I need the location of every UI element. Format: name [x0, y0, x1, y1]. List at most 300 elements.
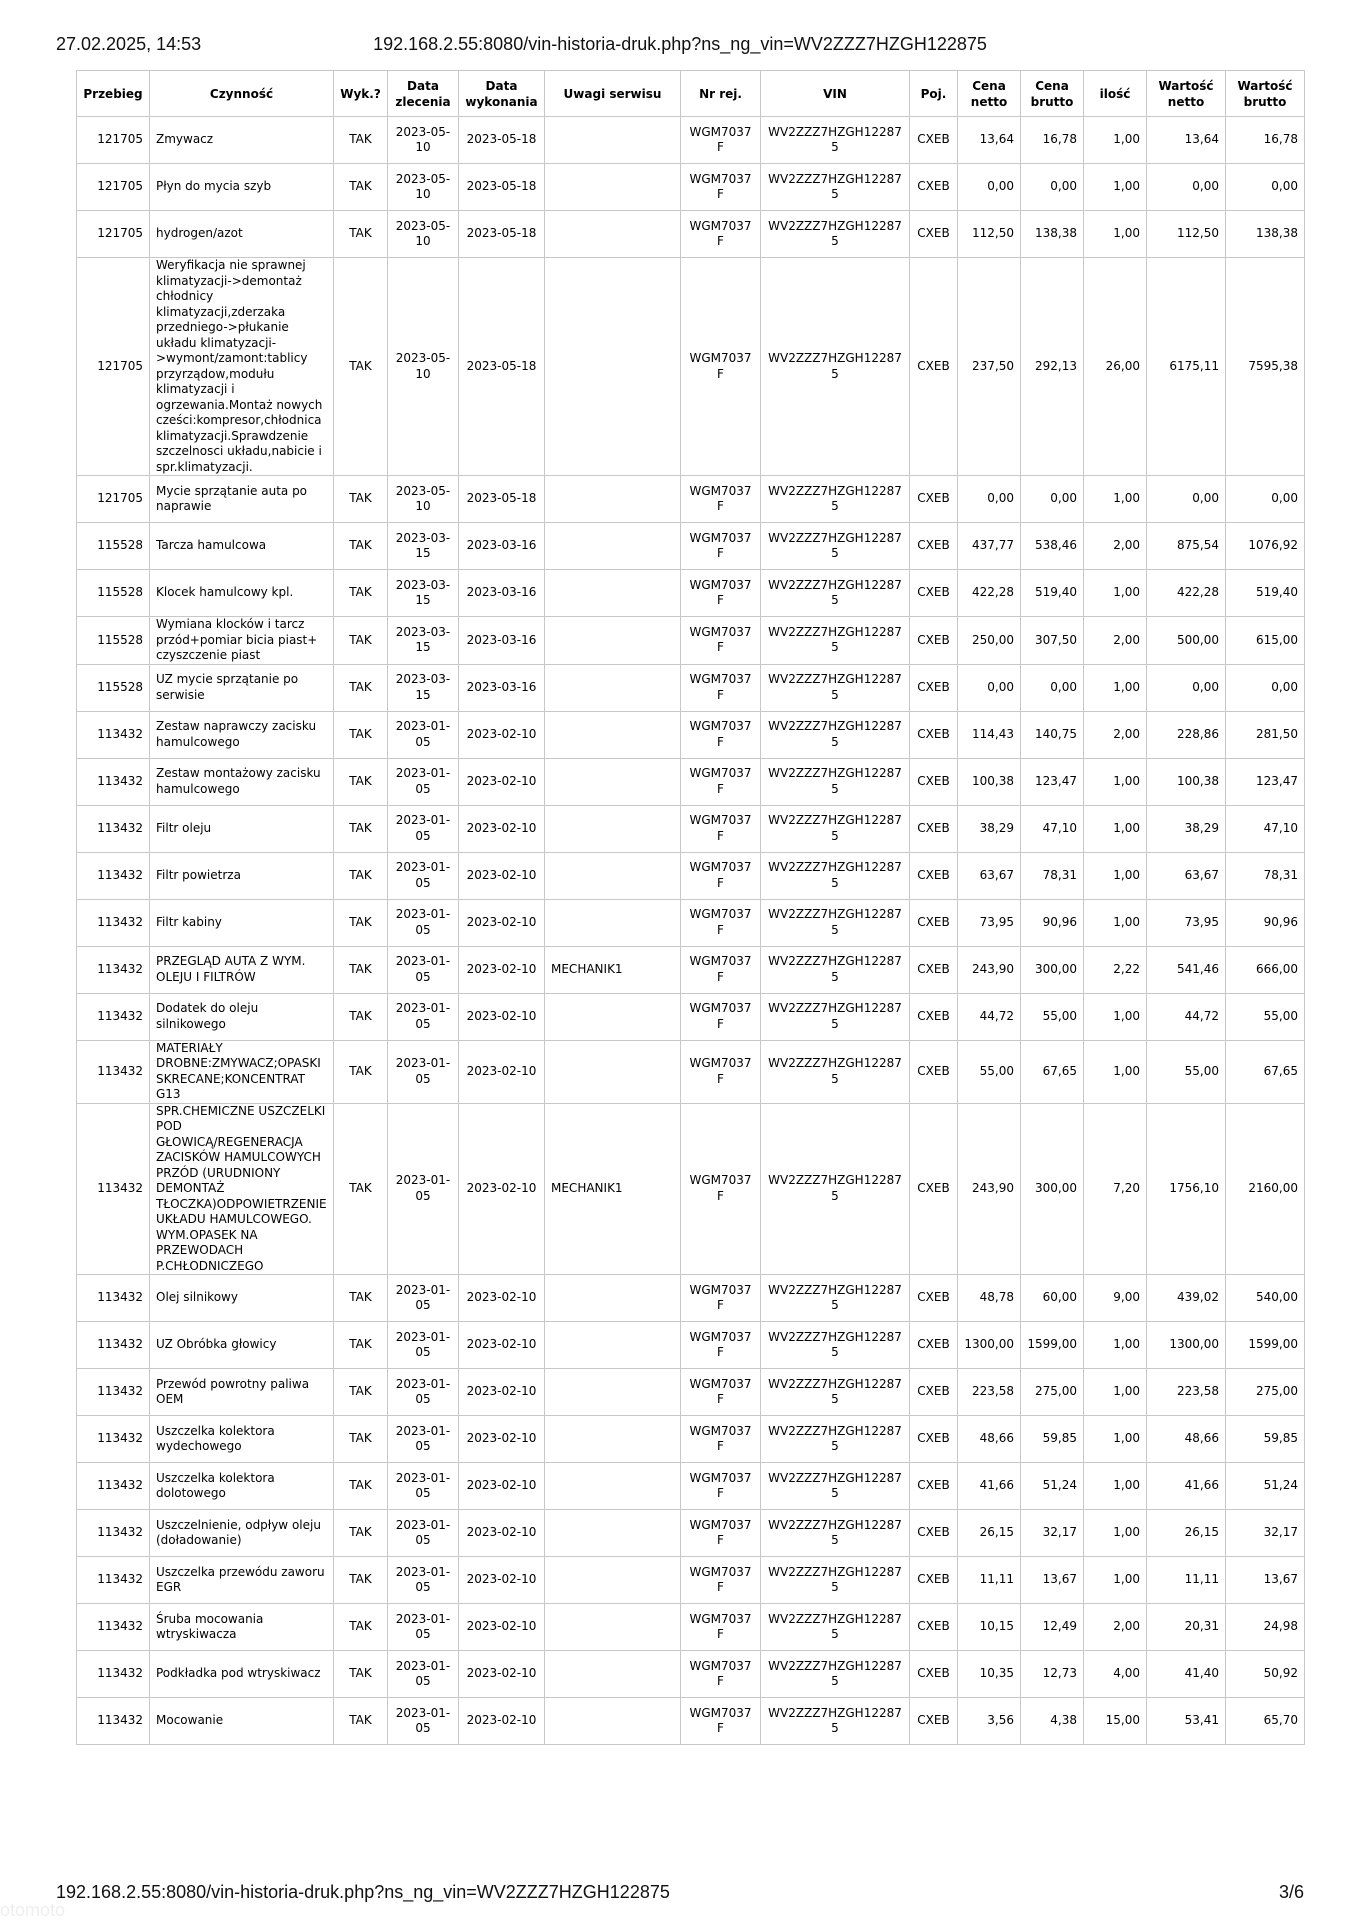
table-row [77, 852, 1305, 899]
cell-cena-brutto: 90,96 [1021, 899, 1084, 946]
cell-wyk: TAK [334, 946, 388, 993]
cell-poj: CXEB [910, 1557, 958, 1604]
cell-data-zlecenia: 2023-01-05 [388, 1557, 459, 1604]
cell-nr-rej: WGM7037F [681, 1557, 761, 1604]
cell-przebieg: 115528 [77, 617, 150, 665]
cell-czynnosc: Filtr kabiny [150, 899, 334, 946]
cell-czynnosc: Filtr oleju [150, 805, 334, 852]
table-row [77, 1275, 1305, 1322]
cell-uwagi [545, 993, 681, 1040]
cell-przebieg: 121705 [77, 164, 150, 211]
cell-vin: WV2ZZZ7HZGH122875 [761, 1604, 910, 1651]
table-row [77, 117, 1305, 164]
table-row [77, 899, 1305, 946]
cell-nr-rej: WGM7037F [681, 711, 761, 758]
cell-poj: CXEB [910, 946, 958, 993]
cell-cena-brutto: 12,73 [1021, 1651, 1084, 1698]
cell-wyk: TAK [334, 570, 388, 617]
cell-wartosc-netto: 55,00 [1147, 1040, 1226, 1103]
cell-data-zlecenia: 2023-01-05 [388, 805, 459, 852]
cell-wyk: TAK [334, 852, 388, 899]
cell-uwagi [545, 1557, 681, 1604]
table-row [77, 1557, 1305, 1604]
cell-przebieg: 113432 [77, 1557, 150, 1604]
cell-czynnosc: Zestaw montażowy zacisku hamulcowego [150, 758, 334, 805]
cell-nr-rej: WGM7037F [681, 805, 761, 852]
cell-vin: WV2ZZZ7HZGH122875 [761, 946, 910, 993]
cell-wyk: TAK [334, 1040, 388, 1103]
cell-ilosc: 1,00 [1084, 1322, 1147, 1369]
cell-data-wykonania: 2023-02-10 [459, 805, 545, 852]
cell-wartosc-netto: 44,72 [1147, 993, 1226, 1040]
cell-data-wykonania: 2023-05-18 [459, 117, 545, 164]
cell-cena-brutto: 0,00 [1021, 476, 1084, 523]
cell-czynnosc: MATERIAŁY DROBNE:ZMYWACZ;OPASKI SKRECANE;KONCENTRAT G13 [150, 1040, 334, 1103]
table-row [77, 805, 1305, 852]
cell-ilosc: 2,00 [1084, 711, 1147, 758]
cell-przebieg: 113432 [77, 1463, 150, 1510]
col-ilosc: ilość [1084, 71, 1147, 117]
cell-data-wykonania: 2023-02-10 [459, 1604, 545, 1651]
cell-wartosc-netto: 11,11 [1147, 1557, 1226, 1604]
cell-wartosc-netto: 0,00 [1147, 664, 1226, 711]
cell-wartosc-netto: 223,58 [1147, 1369, 1226, 1416]
cell-wartosc-netto: 48,66 [1147, 1416, 1226, 1463]
table-row [77, 1322, 1305, 1369]
cell-data-wykonania: 2023-05-18 [459, 258, 545, 476]
cell-przebieg: 113432 [77, 899, 150, 946]
cell-vin: WV2ZZZ7HZGH122875 [761, 1322, 910, 1369]
table-row [77, 1463, 1305, 1510]
cell-wyk: TAK [334, 899, 388, 946]
cell-wartosc-netto: 439,02 [1147, 1275, 1226, 1322]
cell-cena-netto: 223,58 [958, 1369, 1021, 1416]
table-row [77, 664, 1305, 711]
cell-data-wykonania: 2023-02-10 [459, 1557, 545, 1604]
cell-uwagi [545, 1463, 681, 1510]
cell-poj: CXEB [910, 164, 958, 211]
cell-czynnosc: Wymiana klocków i tarcz przód+pomiar bicia piast+ czyszczenie piast [150, 617, 334, 665]
cell-data-zlecenia: 2023-01-05 [388, 1604, 459, 1651]
cell-wyk: TAK [334, 1557, 388, 1604]
cell-wyk: TAK [334, 711, 388, 758]
cell-data-zlecenia: 2023-01-05 [388, 1651, 459, 1698]
cell-data-zlecenia: 2023-01-05 [388, 1698, 459, 1745]
cell-wartosc-brutto: 1599,00 [1226, 1322, 1305, 1369]
cell-data-wykonania: 2023-02-10 [459, 1322, 545, 1369]
cell-cena-netto: 3,56 [958, 1698, 1021, 1745]
cell-wyk: TAK [334, 1604, 388, 1651]
cell-wyk: TAK [334, 1651, 388, 1698]
cell-przebieg: 113432 [77, 1275, 150, 1322]
cell-czynnosc: Przewód powrotny paliwa OEM [150, 1369, 334, 1416]
cell-vin: WV2ZZZ7HZGH122875 [761, 664, 910, 711]
table-row [77, 523, 1305, 570]
cell-data-zlecenia: 2023-01-05 [388, 1322, 459, 1369]
cell-poj: CXEB [910, 1369, 958, 1416]
cell-wyk: TAK [334, 117, 388, 164]
cell-vin: WV2ZZZ7HZGH122875 [761, 523, 910, 570]
cell-ilosc: 1,00 [1084, 852, 1147, 899]
table-row [77, 711, 1305, 758]
cell-cena-netto: 243,90 [958, 1103, 1021, 1275]
cell-poj: CXEB [910, 1040, 958, 1103]
cell-data-wykonania: 2023-02-10 [459, 1510, 545, 1557]
cell-wartosc-brutto: 1076,92 [1226, 523, 1305, 570]
cell-ilosc: 1,00 [1084, 899, 1147, 946]
cell-data-zlecenia: 2023-03-15 [388, 664, 459, 711]
cell-cena-netto: 10,35 [958, 1651, 1021, 1698]
cell-poj: CXEB [910, 758, 958, 805]
cell-ilosc: 1,00 [1084, 1510, 1147, 1557]
cell-poj: CXEB [910, 1510, 958, 1557]
cell-ilosc: 1,00 [1084, 1463, 1147, 1510]
table-row [77, 1604, 1305, 1651]
table-body [77, 117, 1305, 1745]
cell-data-wykonania: 2023-05-18 [459, 476, 545, 523]
cell-data-wykonania: 2023-02-10 [459, 1463, 545, 1510]
cell-vin: WV2ZZZ7HZGH122875 [761, 852, 910, 899]
cell-czynnosc: Zmywacz [150, 117, 334, 164]
cell-ilosc: 1,00 [1084, 570, 1147, 617]
cell-ilosc: 9,00 [1084, 1275, 1147, 1322]
cell-czynnosc: hydrogen/azot [150, 211, 334, 258]
cell-ilosc: 1,00 [1084, 1369, 1147, 1416]
cell-ilosc: 1,00 [1084, 1557, 1147, 1604]
cell-vin: WV2ZZZ7HZGH122875 [761, 211, 910, 258]
cell-data-wykonania: 2023-02-10 [459, 993, 545, 1040]
cell-wartosc-netto: 6175,11 [1147, 258, 1226, 476]
cell-czynnosc: UZ Obróbka głowicy [150, 1322, 334, 1369]
cell-ilosc: 1,00 [1084, 758, 1147, 805]
cell-vin: WV2ZZZ7HZGH122875 [761, 1369, 910, 1416]
cell-cena-brutto: 300,00 [1021, 946, 1084, 993]
cell-vin: WV2ZZZ7HZGH122875 [761, 1103, 910, 1275]
cell-cena-netto: 0,00 [958, 476, 1021, 523]
cell-wyk: TAK [334, 258, 388, 476]
cell-data-wykonania: 2023-05-18 [459, 211, 545, 258]
cell-cena-netto: 250,00 [958, 617, 1021, 665]
cell-poj: CXEB [910, 211, 958, 258]
cell-cena-netto: 48,78 [958, 1275, 1021, 1322]
cell-uwagi [545, 711, 681, 758]
cell-czynnosc: Filtr powietrza [150, 852, 334, 899]
cell-wyk: TAK [334, 211, 388, 258]
col-poj: Poj. [910, 71, 958, 117]
cell-vin: WV2ZZZ7HZGH122875 [761, 993, 910, 1040]
cell-wyk: TAK [334, 1369, 388, 1416]
cell-data-wykonania: 2023-03-16 [459, 664, 545, 711]
table-row [77, 1510, 1305, 1557]
cell-cena-brutto: 13,67 [1021, 1557, 1084, 1604]
cell-nr-rej: WGM7037F [681, 1463, 761, 1510]
cell-wartosc-netto: 13,64 [1147, 117, 1226, 164]
cell-cena-netto: 422,28 [958, 570, 1021, 617]
cell-czynnosc: Mycie sprzątanie auta po naprawie [150, 476, 334, 523]
cell-vin: WV2ZZZ7HZGH122875 [761, 1275, 910, 1322]
cell-wartosc-brutto: 47,10 [1226, 805, 1305, 852]
cell-wyk: TAK [334, 164, 388, 211]
cell-nr-rej: WGM7037F [681, 164, 761, 211]
cell-nr-rej: WGM7037F [681, 258, 761, 476]
cell-uwagi [545, 617, 681, 665]
cell-wartosc-netto: 53,41 [1147, 1698, 1226, 1745]
cell-data-wykonania: 2023-03-16 [459, 570, 545, 617]
cell-cena-brutto: 307,50 [1021, 617, 1084, 665]
cell-nr-rej: WGM7037F [681, 993, 761, 1040]
cell-vin: WV2ZZZ7HZGH122875 [761, 899, 910, 946]
cell-vin: WV2ZZZ7HZGH122875 [761, 117, 910, 164]
cell-wyk: TAK [334, 1322, 388, 1369]
cell-data-wykonania: 2023-02-10 [459, 1369, 545, 1416]
cell-poj: CXEB [910, 1322, 958, 1369]
table-row [77, 758, 1305, 805]
cell-cena-brutto: 538,46 [1021, 523, 1084, 570]
cell-uwagi [545, 1651, 681, 1698]
cell-vin: WV2ZZZ7HZGH122875 [761, 164, 910, 211]
cell-poj: CXEB [910, 993, 958, 1040]
cell-wartosc-brutto: 59,85 [1226, 1416, 1305, 1463]
cell-data-zlecenia: 2023-01-05 [388, 1103, 459, 1275]
footer-url: 192.168.2.55:8080/vin-historia-druk.php?ns_ng_vin=WV2ZZZ7HZGH122875 [56, 1882, 670, 1902]
cell-poj: CXEB [910, 1416, 958, 1463]
cell-poj: CXEB [910, 1604, 958, 1651]
cell-cena-netto: 0,00 [958, 664, 1021, 711]
cell-wartosc-brutto: 24,98 [1226, 1604, 1305, 1651]
cell-vin: WV2ZZZ7HZGH122875 [761, 805, 910, 852]
cell-cena-netto: 10,15 [958, 1604, 1021, 1651]
cell-przebieg: 121705 [77, 117, 150, 164]
cell-uwagi [545, 211, 681, 258]
cell-data-wykonania: 2023-02-10 [459, 852, 545, 899]
cell-cena-netto: 41,66 [958, 1463, 1021, 1510]
cell-ilosc: 26,00 [1084, 258, 1147, 476]
cell-uwagi [545, 899, 681, 946]
cell-vin: WV2ZZZ7HZGH122875 [761, 1651, 910, 1698]
cell-przebieg: 113432 [77, 1651, 150, 1698]
cell-czynnosc: Klocek hamulcowy kpl. [150, 570, 334, 617]
cell-vin: WV2ZZZ7HZGH122875 [761, 476, 910, 523]
cell-cena-netto: 437,77 [958, 523, 1021, 570]
cell-wartosc-brutto: 78,31 [1226, 852, 1305, 899]
cell-wyk: TAK [334, 664, 388, 711]
cell-cena-brutto: 78,31 [1021, 852, 1084, 899]
watermark-logo: otomoto [0, 1900, 66, 1920]
cell-poj: CXEB [910, 117, 958, 164]
cell-cena-netto: 55,00 [958, 1040, 1021, 1103]
cell-nr-rej: WGM7037F [681, 1698, 761, 1745]
cell-cena-brutto: 67,65 [1021, 1040, 1084, 1103]
cell-nr-rej: WGM7037F [681, 1651, 761, 1698]
cell-przebieg: 115528 [77, 664, 150, 711]
table-row [77, 1416, 1305, 1463]
cell-cena-netto: 243,90 [958, 946, 1021, 993]
cell-poj: CXEB [910, 899, 958, 946]
cell-wartosc-brutto: 0,00 [1226, 164, 1305, 211]
cell-uwagi [545, 1369, 681, 1416]
cell-data-wykonania: 2023-03-16 [459, 523, 545, 570]
cell-cena-netto: 0,00 [958, 164, 1021, 211]
cell-wartosc-netto: 100,38 [1147, 758, 1226, 805]
cell-czynnosc: Dodatek do oleju silnikowego [150, 993, 334, 1040]
cell-poj: CXEB [910, 1103, 958, 1275]
cell-wartosc-netto: 26,15 [1147, 1510, 1226, 1557]
cell-vin: WV2ZZZ7HZGH122875 [761, 258, 910, 476]
cell-data-wykonania: 2023-02-10 [459, 1651, 545, 1698]
cell-data-zlecenia: 2023-01-05 [388, 1275, 459, 1322]
cell-cena-brutto: 300,00 [1021, 1103, 1084, 1275]
cell-wyk: TAK [334, 993, 388, 1040]
cell-cena-netto: 1300,00 [958, 1322, 1021, 1369]
cell-data-zlecenia: 2023-01-05 [388, 899, 459, 946]
cell-wartosc-netto: 112,50 [1147, 211, 1226, 258]
cell-data-wykonania: 2023-02-10 [459, 1103, 545, 1275]
cell-uwagi [545, 1604, 681, 1651]
cell-uwagi [545, 117, 681, 164]
col-uwagi-serwisu: Uwagi serwisu [545, 71, 681, 117]
cell-wartosc-netto: 228,86 [1147, 711, 1226, 758]
cell-data-zlecenia: 2023-05-10 [388, 258, 459, 476]
cell-wartosc-brutto: 615,00 [1226, 617, 1305, 665]
cell-wartosc-brutto: 0,00 [1226, 476, 1305, 523]
cell-wartosc-brutto: 13,67 [1226, 1557, 1305, 1604]
cell-czynnosc: PRZEGLĄD AUTA Z WYM. OLEJU I FILTRÓW [150, 946, 334, 993]
cell-data-wykonania: 2023-02-10 [459, 1040, 545, 1103]
cell-uwagi [545, 1275, 681, 1322]
col-data-zlecenia: Data zlecenia [388, 71, 459, 117]
cell-ilosc: 1,00 [1084, 211, 1147, 258]
table-row [77, 1040, 1305, 1103]
cell-vin: WV2ZZZ7HZGH122875 [761, 1040, 910, 1103]
col-przebieg: Przebieg [77, 71, 150, 117]
print-datetime: 27.02.2025, 14:53 [56, 34, 202, 54]
cell-przebieg: 115528 [77, 570, 150, 617]
cell-wartosc-brutto: 138,38 [1226, 211, 1305, 258]
cell-przebieg: 113432 [77, 1604, 150, 1651]
cell-wartosc-brutto: 275,00 [1226, 1369, 1305, 1416]
cell-wartosc-netto: 1300,00 [1147, 1322, 1226, 1369]
cell-poj: CXEB [910, 258, 958, 476]
cell-data-zlecenia: 2023-01-05 [388, 946, 459, 993]
cell-cena-brutto: 140,75 [1021, 711, 1084, 758]
cell-data-wykonania: 2023-02-10 [459, 758, 545, 805]
cell-cena-netto: 44,72 [958, 993, 1021, 1040]
cell-uwagi [545, 1040, 681, 1103]
cell-poj: CXEB [910, 1463, 958, 1510]
cell-data-wykonania: 2023-02-10 [459, 1698, 545, 1745]
cell-czynnosc: Weryfikacja nie sprawnej klimatyzacji->demontaż chłodnicy klimatyzacji,zderzaka przedniego->płukanie układu klimatyzacji->wymont/zamont:tablicy przyrządow,modułu klimatyzacji i ogrzewania.Montaż nowych cześci:kompresor,chłodnica klimatyzacji.Sprawdzenie szczelnosci układu,nabicie i spr.klimatyzacji. [150, 258, 334, 476]
table-row [77, 164, 1305, 211]
cell-przebieg: 113432 [77, 1040, 150, 1103]
col-vin: VIN [761, 71, 910, 117]
cell-vin: WV2ZZZ7HZGH122875 [761, 1510, 910, 1557]
cell-cena-netto: 114,43 [958, 711, 1021, 758]
table-row [77, 476, 1305, 523]
cell-przebieg: 113432 [77, 946, 150, 993]
cell-wartosc-brutto: 0,00 [1226, 664, 1305, 711]
cell-cena-brutto: 1599,00 [1021, 1322, 1084, 1369]
cell-cena-brutto: 16,78 [1021, 117, 1084, 164]
cell-nr-rej: WGM7037F [681, 523, 761, 570]
cell-wyk: TAK [334, 476, 388, 523]
cell-przebieg: 113432 [77, 852, 150, 899]
cell-nr-rej: WGM7037F [681, 1040, 761, 1103]
cell-uwagi: MECHANIK1 [545, 946, 681, 993]
cell-cena-netto: 237,50 [958, 258, 1021, 476]
cell-przebieg: 113432 [77, 1103, 150, 1275]
table-row [77, 993, 1305, 1040]
cell-czynnosc: UZ mycie sprzątanie po serwisie [150, 664, 334, 711]
cell-poj: CXEB [910, 852, 958, 899]
cell-wartosc-brutto: 16,78 [1226, 117, 1305, 164]
cell-data-zlecenia: 2023-01-05 [388, 1510, 459, 1557]
cell-wartosc-netto: 73,95 [1147, 899, 1226, 946]
cell-ilosc: 2,00 [1084, 617, 1147, 665]
cell-uwagi [545, 570, 681, 617]
cell-przebieg: 121705 [77, 476, 150, 523]
cell-cena-netto: 38,29 [958, 805, 1021, 852]
cell-poj: CXEB [910, 476, 958, 523]
cell-czynnosc: Płyn do mycia szyb [150, 164, 334, 211]
cell-wartosc-netto: 63,67 [1147, 852, 1226, 899]
cell-ilosc: 7,20 [1084, 1103, 1147, 1275]
cell-poj: CXEB [910, 711, 958, 758]
cell-uwagi [545, 852, 681, 899]
cell-uwagi [545, 1510, 681, 1557]
cell-czynnosc: Uszczelka kolektora dolotowego [150, 1463, 334, 1510]
cell-uwagi [545, 805, 681, 852]
cell-data-zlecenia: 2023-01-05 [388, 993, 459, 1040]
cell-uwagi [545, 164, 681, 211]
cell-wartosc-brutto: 65,70 [1226, 1698, 1305, 1745]
cell-data-wykonania: 2023-02-10 [459, 1275, 545, 1322]
cell-poj: CXEB [910, 570, 958, 617]
table-row [77, 1369, 1305, 1416]
cell-ilosc: 1,00 [1084, 993, 1147, 1040]
cell-przebieg: 113432 [77, 1698, 150, 1745]
cell-cena-netto: 13,64 [958, 117, 1021, 164]
cell-nr-rej: WGM7037F [681, 570, 761, 617]
cell-przebieg: 113432 [77, 1369, 150, 1416]
cell-ilosc: 1,00 [1084, 476, 1147, 523]
cell-nr-rej: WGM7037F [681, 664, 761, 711]
col-nr-rej: Nr rej. [681, 71, 761, 117]
cell-cena-netto: 11,11 [958, 1557, 1021, 1604]
cell-data-zlecenia: 2023-05-10 [388, 476, 459, 523]
cell-nr-rej: WGM7037F [681, 1604, 761, 1651]
cell-wartosc-netto: 0,00 [1147, 476, 1226, 523]
cell-wartosc-brutto: 7595,38 [1226, 258, 1305, 476]
cell-data-zlecenia: 2023-01-05 [388, 1463, 459, 1510]
cell-ilosc: 1,00 [1084, 664, 1147, 711]
cell-data-wykonania: 2023-05-18 [459, 164, 545, 211]
cell-czynnosc: Mocowanie [150, 1698, 334, 1745]
cell-wartosc-netto: 875,54 [1147, 523, 1226, 570]
col-wyk: Wyk.? [334, 71, 388, 117]
cell-data-wykonania: 2023-02-10 [459, 1416, 545, 1463]
cell-wartosc-brutto: 123,47 [1226, 758, 1305, 805]
cell-uwagi [545, 476, 681, 523]
cell-nr-rej: WGM7037F [681, 899, 761, 946]
cell-nr-rej: WGM7037F [681, 1510, 761, 1557]
cell-przebieg: 113432 [77, 758, 150, 805]
print-url: 192.168.2.55:8080/vin-historia-druk.php?ns_ng_vin=WV2ZZZ7HZGH122875 [373, 34, 987, 54]
cell-wartosc-brutto: 50,92 [1226, 1651, 1305, 1698]
cell-czynnosc: Uszczelka kolektora wydechowego [150, 1416, 334, 1463]
cell-data-zlecenia: 2023-03-15 [388, 570, 459, 617]
cell-data-zlecenia: 2023-01-05 [388, 758, 459, 805]
col-wartosc-brutto: Wartość brutto [1226, 71, 1305, 117]
